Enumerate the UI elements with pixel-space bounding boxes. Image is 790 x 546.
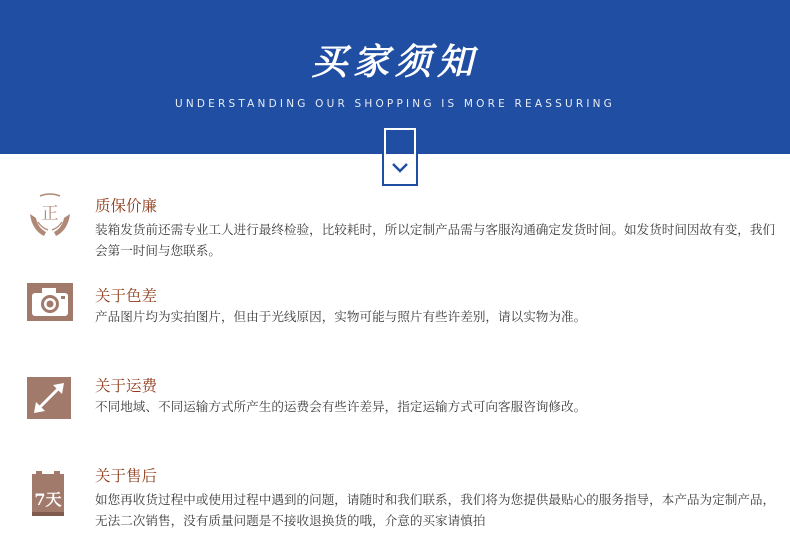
hands-zheng-icon [26,192,74,240]
item-title: 关于售后 [95,467,158,485]
item-description: 产品图片均为实拍图片，但由于光线原因，实物可能与照片有些许差别，请以实物为准。 [95,309,587,324]
indicator-frame [384,128,416,154]
camera-icon [26,282,74,330]
seven-days-icon [26,470,74,518]
item-title: 质保价廉 [95,197,158,215]
diagonal-arrow-icon [26,376,74,424]
item-title: 关于运费 [95,377,158,395]
zheng-glyph: 正 [41,204,59,224]
item-title: 关于色差 [95,287,158,305]
banner-subtitle: UNDERSTANDING OUR SHOPPING IS MORE REASSURING [174,98,616,110]
seven-days-glyph: 7天 [34,490,62,509]
item-description: 装箱发货前还需专业工人进行最终检验，比较耗时，所以定制产品需与客服沟通确定发货时间。如发货时间因故有变，我们会第一时间与您联系。 [95,222,776,258]
item-description: 如您再收货过程中或使用过程中遇到的问题，请随时和我们联系，我们将为您提供最贴心的服务指导，本产品为定制产品，无法二次销售，没有质量问题是不接收退换货的哦，介意的买家请慎拍 [95,492,776,528]
scroll-down-indicator[interactable] [382,126,418,186]
banner-title: 买家须知 [310,41,479,83]
chevron-down-icon [391,162,409,174]
item-description: 不同地域、不同运输方式所产生的运费会有些许差异，指定运输方式可向客服咨询修改。 [95,399,587,414]
